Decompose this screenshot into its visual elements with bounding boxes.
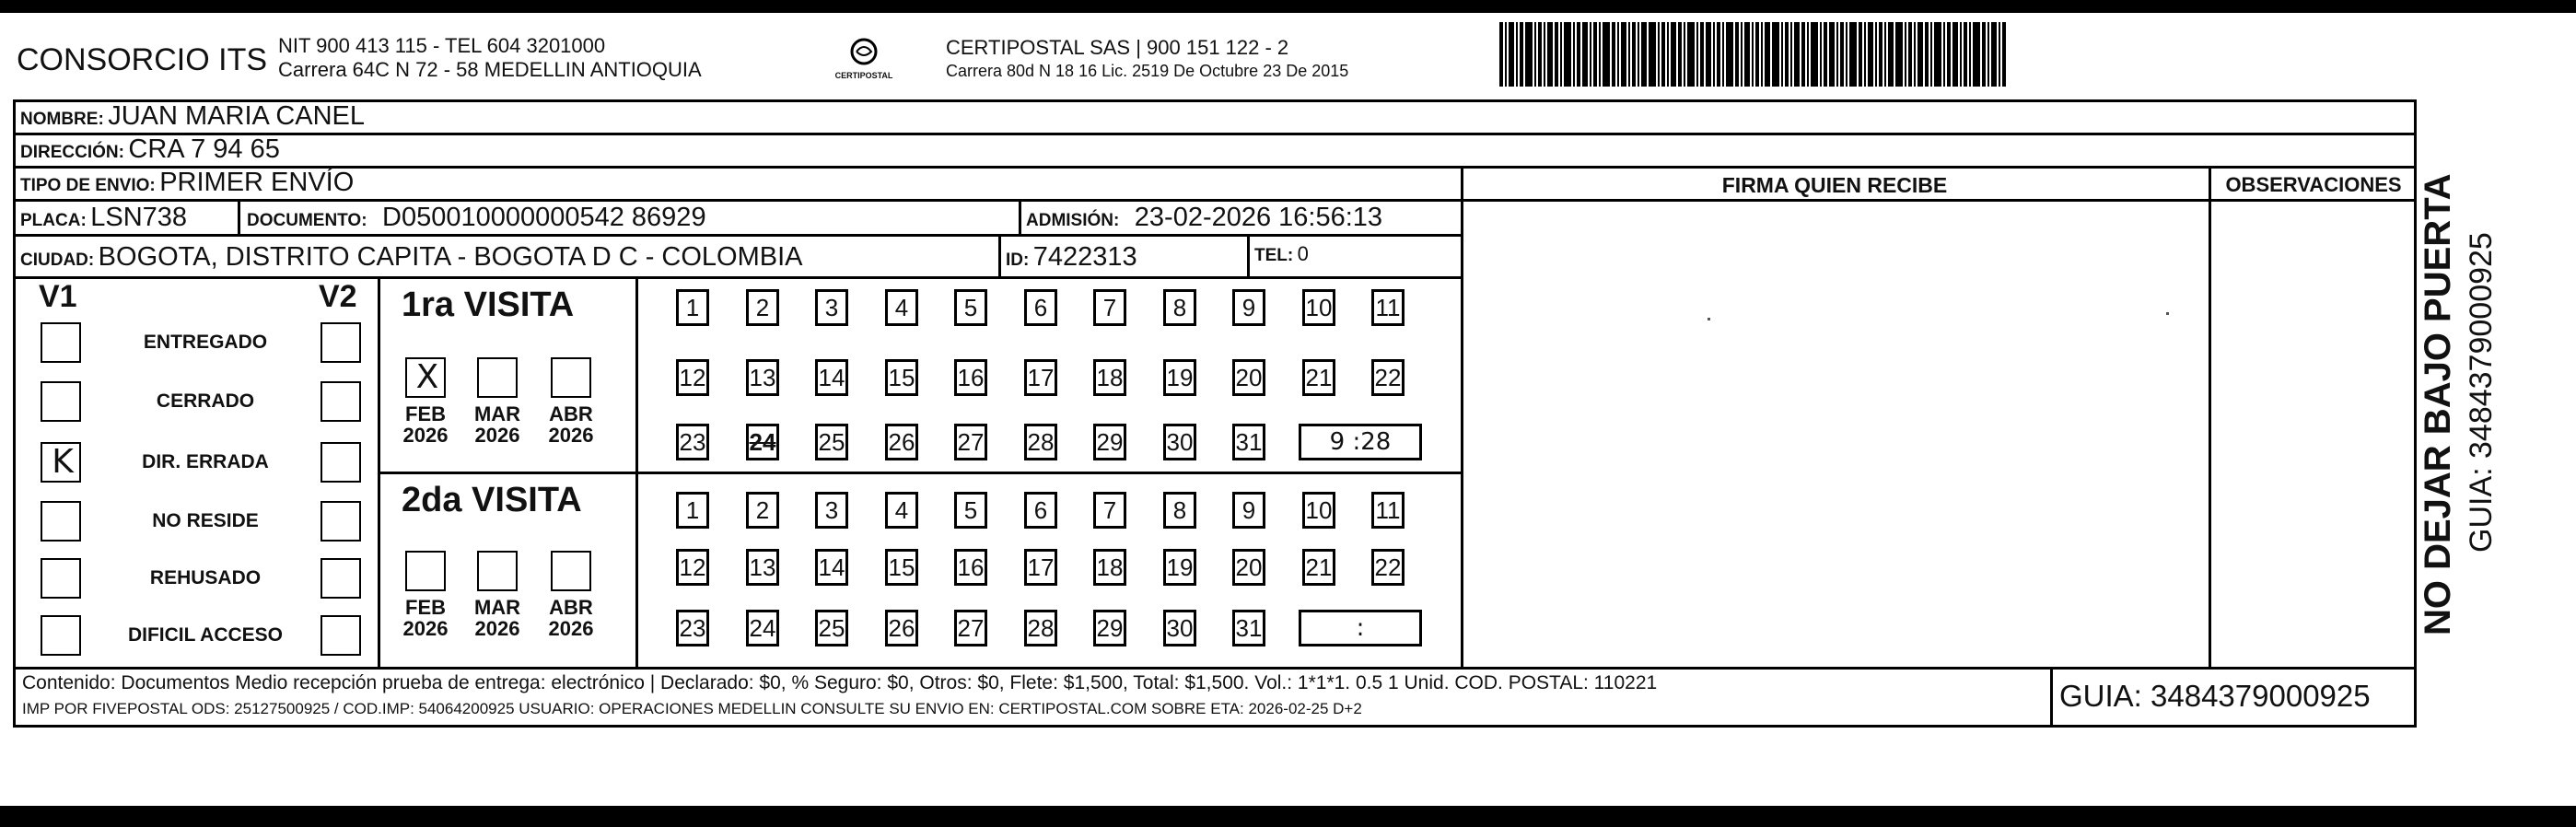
- scan-dot: [2166, 312, 2169, 315]
- v2-checkbox[interactable]: [321, 501, 361, 542]
- id-label: ID:: [1006, 250, 1030, 270]
- visit1-day-box[interactable]: 24: [746, 424, 779, 460]
- month-check-mark: X: [415, 358, 439, 396]
- status-label: REHUSADO: [149, 567, 262, 588]
- tel-label: TEL:: [1254, 246, 1294, 265]
- visit2-day-box[interactable]: 12: [676, 549, 709, 586]
- footer-line2: IMP POR FIVEPOSTAL ODS: 25127500925 / COD.IMP: 54064200925 USUARIO: OPERACIONES MEDELLIN CONSULTE SU ENVIO EN: CERTIPOSTAL.COM SOBRE ETA: 2026-02-25 D+2: [22, 700, 1362, 717]
- footer-line1: Contenido: Documentos Medio recepción prueba de entrega: electrónico | Declarado: $0, % Seguro: $0, Otros: $0, Flete: $1,500, Total: $1,500. Vol.: 1*1*1. 0.5 1 Unid. COD. POSTAL: 110221: [22, 672, 1658, 693]
- visit1-day-box[interactable]: 12: [676, 359, 709, 396]
- company-nit: NIT 900 413 115 - TEL 604 3201000: [278, 34, 606, 57]
- cell-divider: [1247, 236, 1250, 276]
- month-year: 2026: [548, 424, 594, 447]
- logo-text: CERTIPOSTAL: [834, 71, 893, 80]
- bottom-border-bar: [0, 806, 2576, 827]
- visit1-day-box[interactable]: 19: [1163, 359, 1196, 396]
- admision-label: ADMISIÓN:: [1026, 211, 1120, 230]
- row-divider: [13, 667, 2417, 670]
- documento-value: D050010000000542 86929: [382, 203, 706, 232]
- visit1-day-box[interactable]: 15: [885, 359, 918, 396]
- admision-cell: [1026, 203, 1382, 233]
- visit2-day-box[interactable]: 23: [676, 610, 709, 646]
- cell-divider: [238, 199, 240, 234]
- visit1-day-box[interactable]: 1: [676, 289, 709, 326]
- visit1-day-box[interactable]: 29: [1093, 424, 1126, 460]
- visit1-day-box[interactable]: 30: [1163, 424, 1196, 460]
- status-label: DIFICIL ACCESO: [127, 624, 283, 646]
- nombre-value: JUAN MARIA CANEL: [108, 101, 366, 131]
- visit2-day-box[interactable]: 2: [746, 492, 779, 529]
- visit1-month-checkbox[interactable]: [477, 357, 518, 398]
- visit2-day-box[interactable]: 8: [1163, 492, 1196, 529]
- visit2-day-box[interactable]: 19: [1163, 549, 1196, 586]
- tipo-value: PRIMER ENVÍO: [159, 168, 355, 197]
- visit1-day-box[interactable]: 6: [1024, 289, 1057, 326]
- v1-checkbox[interactable]: [41, 615, 81, 656]
- top-border-bar: [0, 0, 2576, 13]
- id-cell: [1006, 242, 1137, 273]
- status-label: CERRADO: [156, 390, 255, 412]
- visit1-day-box[interactable]: 2: [746, 289, 779, 326]
- v1-checkbox[interactable]: [41, 322, 81, 363]
- v1-checkbox[interactable]: [41, 558, 81, 599]
- visit2-month-checkbox[interactable]: [551, 551, 591, 591]
- visit2-title: 2da VISITA: [402, 481, 582, 519]
- month-year: 2026: [402, 617, 449, 640]
- visit2-day-box[interactable]: 11: [1371, 492, 1405, 529]
- nombre-row: [20, 101, 365, 132]
- visit1-day-box[interactable]: 23: [676, 424, 709, 460]
- visit1-day-box[interactable]: 3: [815, 289, 848, 326]
- nombre-label: NOMBRE:: [20, 110, 104, 129]
- visit2-day-box[interactable]: 30: [1163, 610, 1196, 646]
- admision-value: 23-02-2026 16:56:13: [1134, 203, 1383, 232]
- footer-guia: GUIA: 3484379000925: [2059, 679, 2371, 713]
- month-name: MAR: [473, 402, 521, 425]
- direccion-label: DIRECCIÓN:: [20, 143, 124, 162]
- visit2-day-box[interactable]: 5: [954, 492, 987, 529]
- cell-divider: [1019, 199, 1021, 234]
- visit1-month-checkbox[interactable]: [551, 357, 591, 398]
- month-name: FEB: [405, 402, 446, 425]
- v1-checkbox[interactable]: [41, 381, 81, 422]
- documento-cell: [247, 203, 706, 233]
- visit1-day-box[interactable]: 9: [1232, 289, 1265, 326]
- visit2-month-checkbox[interactable]: [477, 551, 518, 591]
- placa-label: PLACA:: [20, 211, 87, 230]
- visit1-day-box[interactable]: 16: [954, 359, 987, 396]
- visit2-day-box[interactable]: 7: [1093, 492, 1126, 529]
- status-label: ENTREGADO: [143, 332, 268, 353]
- direccion-value: CRA 7 94 65: [128, 134, 280, 164]
- visit1-day-box[interactable]: 22: [1371, 359, 1405, 396]
- no-dejar-vertical: NO DEJAR BAJO PUERTA: [2418, 173, 2458, 635]
- visit2-day-box[interactable]: 17: [1024, 549, 1057, 586]
- documento-label: DOCUMENTO:: [247, 211, 367, 230]
- visit2-day-box[interactable]: 10: [1302, 492, 1335, 529]
- v2-checkbox[interactable]: [321, 381, 361, 422]
- visit2-time-box[interactable]: :: [1299, 610, 1422, 646]
- v1-checkbox[interactable]: [41, 442, 81, 483]
- tipo-row: [20, 168, 354, 198]
- right-panel-divider: [1461, 166, 1463, 667]
- visit2-day-box[interactable]: 29: [1093, 610, 1126, 646]
- right-panel-header-line: [1461, 199, 2417, 202]
- month-name: ABR: [549, 596, 593, 619]
- tipo-label: TIPO DE ENVIO:: [20, 176, 156, 195]
- visit2-day-box[interactable]: 18: [1093, 549, 1126, 586]
- visit2-day-box[interactable]: 20: [1232, 549, 1265, 586]
- row-divider: [13, 276, 1461, 279]
- visit2-day-box[interactable]: 14: [815, 549, 848, 586]
- company-name: CONSORCIO ITS: [17, 42, 268, 77]
- footer-divider: [2050, 667, 2053, 728]
- certipostal-logo: [822, 37, 905, 87]
- visit2-day-box[interactable]: 16: [954, 549, 987, 586]
- visit1-day-box[interactable]: 31: [1232, 424, 1265, 460]
- observaciones-divider: [2209, 166, 2211, 667]
- row-divider: [13, 234, 1461, 237]
- visit2-day-box[interactable]: 25: [815, 610, 848, 646]
- visit2-day-box[interactable]: 28: [1024, 610, 1057, 646]
- direccion-row: [20, 134, 280, 165]
- ciudad-label: CIUDAD:: [20, 250, 95, 270]
- month-year: 2026: [474, 617, 520, 640]
- visit1-month-checkbox[interactable]: [405, 357, 446, 398]
- tel-cell: [1254, 242, 1309, 266]
- visit2-day-box[interactable]: 15: [885, 549, 918, 586]
- visit2-day-box[interactable]: 6: [1024, 492, 1057, 529]
- guia-vertical: GUIA: 3484379000925: [2464, 232, 2499, 553]
- visit1-day-box[interactable]: 20: [1232, 359, 1265, 396]
- v2-header: V2: [319, 279, 357, 314]
- visit1-time-box[interactable]: 9 :28: [1299, 424, 1422, 460]
- v1-check-mark: K: [52, 443, 74, 481]
- row-divider: [13, 133, 2417, 135]
- month-year: 2026: [474, 424, 520, 447]
- visit1-day-box[interactable]: 13: [746, 359, 779, 396]
- v2-checkbox[interactable]: [321, 615, 361, 656]
- visit-separator: [378, 472, 1461, 474]
- visit1-day-box[interactable]: 4: [885, 289, 918, 326]
- status-label: DIR. ERRADA: [142, 451, 269, 472]
- visit2-month-checkbox[interactable]: [405, 551, 446, 591]
- company-address: Carrera 64C N 72 - 58 MEDELLIN ANTIOQUIA: [278, 58, 702, 81]
- v2-checkbox[interactable]: [321, 442, 361, 483]
- visit2-day-box[interactable]: 1: [676, 492, 709, 529]
- barcode: [1499, 22, 2247, 90]
- placa-value: LSN738: [90, 203, 188, 232]
- visit1-day-box[interactable]: 21: [1302, 359, 1335, 396]
- status-label: NO RESIDE: [152, 510, 259, 531]
- cell-divider: [998, 236, 1001, 276]
- month-name: FEB: [405, 596, 446, 619]
- visit1-day-box[interactable]: 18: [1093, 359, 1126, 396]
- month-year: 2026: [548, 617, 594, 640]
- ciudad-cell: [20, 242, 803, 273]
- id-value: 7422313: [1032, 242, 1137, 272]
- visit1-day-box[interactable]: 28: [1024, 424, 1057, 460]
- v1-header: V1: [39, 279, 77, 314]
- visit2-day-box[interactable]: 27: [954, 610, 987, 646]
- visit1-day-box[interactable]: 14: [815, 359, 848, 396]
- visit2-day-box[interactable]: 22: [1371, 549, 1405, 586]
- observaciones-header: OBSERVACIONES: [2225, 173, 2402, 196]
- month-name: MAR: [473, 596, 521, 619]
- row-divider: [13, 166, 2417, 169]
- courier-address: Carrera 80d N 18 16 Lic. 2519 De Octubre 23 De 2015: [946, 62, 1349, 80]
- visit2-day-box[interactable]: 4: [885, 492, 918, 529]
- placa-cell: [20, 203, 187, 233]
- courier-line: CERTIPOSTAL SAS | 900 151 122 - 2: [946, 36, 1289, 59]
- visit2-day-box[interactable]: 13: [746, 549, 779, 586]
- logo-icon: [845, 37, 882, 66]
- visit1-day-box[interactable]: 17: [1024, 359, 1057, 396]
- visit1-day-box[interactable]: 27: [954, 424, 987, 460]
- visit2-day-box[interactable]: 24: [746, 610, 779, 646]
- visit2-day-box[interactable]: 26: [885, 610, 918, 646]
- visit1-day-box[interactable]: 26: [885, 424, 918, 460]
- scan-dot: [1708, 318, 1710, 320]
- visit2-day-box[interactable]: 3: [815, 492, 848, 529]
- month-name: ABR: [549, 402, 593, 425]
- visit1-title: 1ra VISITA: [402, 285, 575, 324]
- visit1-day-box[interactable]: 5: [954, 289, 987, 326]
- visit2-day-box[interactable]: 9: [1232, 492, 1265, 529]
- v2-checkbox[interactable]: [321, 558, 361, 599]
- v2-checkbox[interactable]: [321, 322, 361, 363]
- visit1-day-box[interactable]: 25: [815, 424, 848, 460]
- visit1-day-box[interactable]: 10: [1302, 289, 1335, 326]
- visit1-day-box[interactable]: 8: [1163, 289, 1196, 326]
- tel-value: 0: [1297, 242, 1309, 265]
- visit1-day-box[interactable]: 7: [1093, 289, 1126, 326]
- month-year: 2026: [402, 424, 449, 447]
- firma-header: FIRMA QUIEN RECIBE: [1721, 173, 1948, 197]
- ciudad-value: BOGOTA, DISTRITO CAPITA - BOGOTA D C - COLOMBIA: [98, 242, 803, 272]
- visit1-day-box[interactable]: 11: [1371, 289, 1405, 326]
- visit2-day-box[interactable]: 31: [1232, 610, 1265, 646]
- visit2-day-box[interactable]: 21: [1302, 549, 1335, 586]
- v1-checkbox[interactable]: [41, 501, 81, 542]
